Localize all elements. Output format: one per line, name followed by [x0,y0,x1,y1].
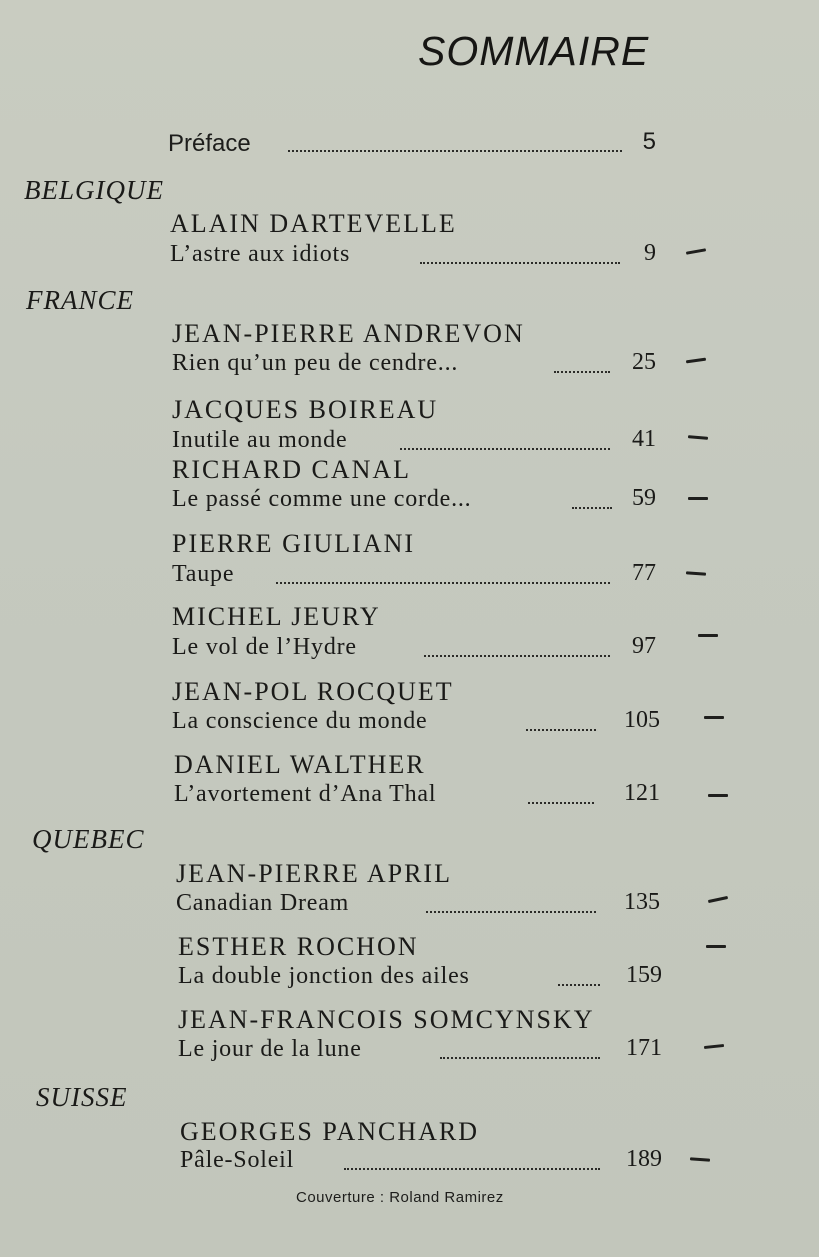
region-heading-quebec: QUEBEC [32,824,145,854]
check-mark [704,1044,724,1049]
check-mark [708,896,728,903]
story-title: Rien qu’un peu de cendre... [172,350,459,376]
preface-label: Préface [168,130,251,157]
page-number: 25 [632,349,656,375]
page-number: 97 [632,633,656,659]
check-mark [704,716,724,719]
story-title: Le vol de l’Hydre [172,634,357,660]
page-number: 159 [626,962,662,988]
story-title: Taupe [172,561,235,587]
story-title: La conscience du monde [172,708,428,734]
check-mark [698,634,718,637]
author-name: JEAN-POL ROCQUET [172,677,454,706]
author-name: JACQUES BOIREAU [172,395,439,424]
author-name: ESTHER ROCHON [178,932,419,961]
author-name: JEAN-FRANCOIS SOMCYNSKY [178,1005,595,1034]
page-number: 171 [626,1035,662,1061]
page-title: SOMMAIRE [418,28,650,74]
story-title: La double jonction des ailes [178,963,470,989]
story-title: Inutile au monde [172,427,348,453]
check-mark [686,248,706,254]
story-title: Le passé comme une corde... [172,486,472,512]
dot-leader [400,448,610,450]
check-mark [688,435,708,440]
check-mark [688,497,708,500]
author-name: GEORGES PANCHARD [180,1117,480,1146]
check-mark [686,358,706,364]
story-title: Canadian Dream [176,890,350,916]
story-title: Pâle-Soleil [180,1147,295,1173]
page-number: 9 [644,240,656,266]
check-mark [690,1157,710,1161]
page-number: 135 [624,889,660,915]
story-title: L’avortement d’Ana Thal [174,781,437,807]
dot-leader [276,582,610,584]
page-number: 41 [632,426,656,452]
region-heading-suisse: SUISSE [36,1082,128,1112]
author-name: PIERRE GIULIANI [172,529,416,558]
story-title: L’astre aux idiots [170,241,351,267]
author-name: RICHARD CANAL [172,455,412,484]
check-mark [708,794,728,797]
story-title: Le jour de la lune [178,1036,362,1062]
cover-credit: Couverture : Roland Ramirez [296,1189,504,1206]
dot-leader [440,1057,600,1059]
author-name: ALAIN DARTEVELLE [170,209,457,238]
author-name: JEAN-PIERRE APRIL [176,859,452,888]
region-heading-france: FRANCE [26,285,134,315]
dot-leader [526,729,596,731]
dot-leader [426,911,596,913]
dot-leader [424,655,610,657]
author-name: JEAN-PIERRE ANDREVON [172,319,525,348]
check-mark [686,571,706,575]
page-number: 121 [624,780,660,806]
dot-leader [288,150,622,152]
preface-page-number: 5 [642,128,656,155]
page-number: 105 [624,707,660,733]
author-name: MICHEL JEURY [172,602,381,631]
check-mark [706,945,726,948]
dot-leader [344,1168,600,1170]
region-heading-belgique: BELGIQUE [24,175,164,205]
dot-leader [528,802,594,804]
author-name: DANIEL WALTHER [174,750,426,779]
page-number: 59 [632,485,656,511]
page-number: 189 [626,1146,662,1172]
page-number: 77 [632,560,656,586]
